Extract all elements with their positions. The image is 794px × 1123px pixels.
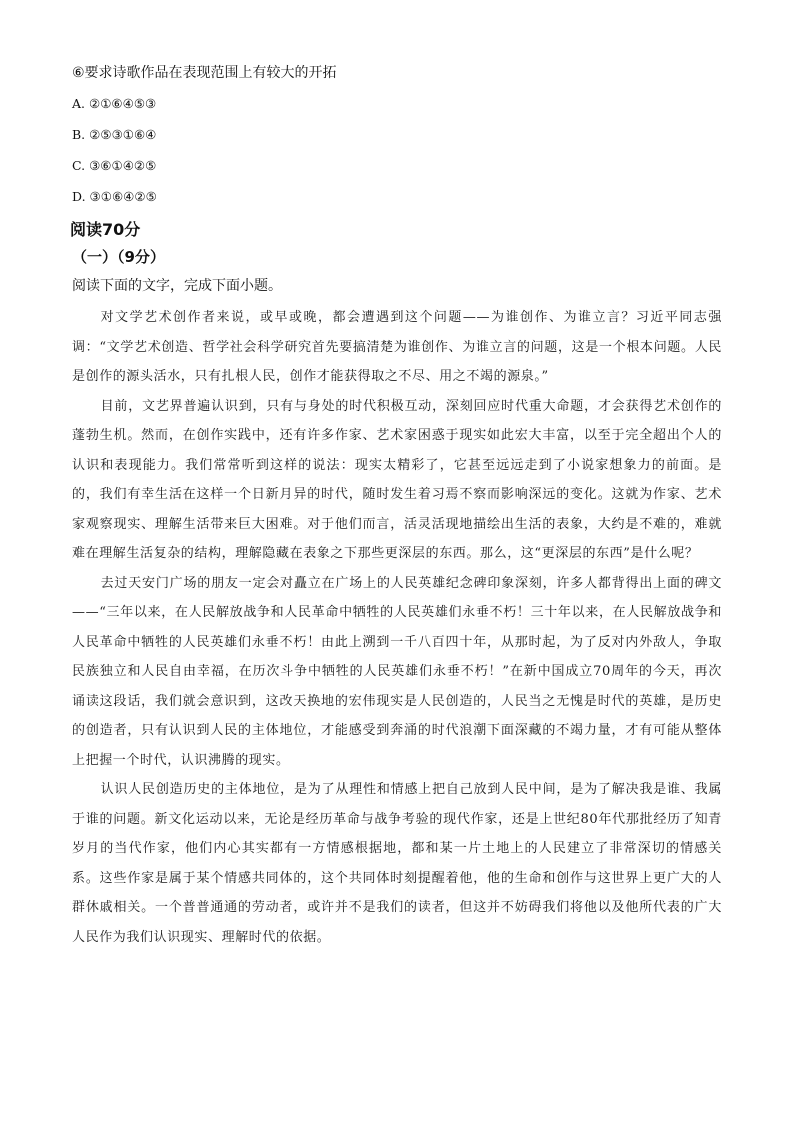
option-label: A. [72,96,86,111]
option-text: ②①⑥④⑤③ [89,96,157,111]
answer-option-d[interactable] [72,186,722,208]
passage-paragraph-3: 去过天安门广场的朋友一定会对矗立在广场上的人民英雄纪念碑印象深刻，许多人都背得出上面的碑文——“三年以来，在人民解放战争和人民革命中牺牲的人民英雄们永垂不朽！三十年以来，在人民解放战争和人民革命中牺牲的人民英雄们永垂不朽！由此上溯到一千八百四十年，从那时起，为了反对内外敌人，争取民族独立和人民自由幸福，在历次斗争中牺牲的人民英雄们永垂不朽！”在新中国成立70周年的今天，再次诵读这段话，我们就会意识到，这改天换地的宏伟现实是人民创造的，人民当之无愧是时代的英雄，是历史的创造者，只有认识到人民的主体地位，才能感受到奔涌的时代浪潮下面深藏的不竭力量，才有可能从整体上把握一个时代，认识沸腾的现实。 [72,575,722,768]
document-page [72,62,722,952]
option-label: D. [72,189,86,204]
passage-paragraph-2: 目前，文艺界普遍认识到，只有与身处的时代积极互动，深刻回应时代重大命题，才会获得艺术创作的蓬勃生机。然而，在创作实践中，还有许多作家、艺术家困惑于现实如此宏大丰富，以至于完全超出个人的认识和表现能力。我们常常听到这样的说法：现实太精彩了，它甚至远远走到了小说家想象力的前面。是的，我们有幸生活在这样一个日新月异的时代，随时发生着习焉不察而影响深远的变化。这就为作家、艺术家观察现实、理解生活带来巨大困难。对于他们而言，活灵活现地描绘出生活的表象，大约是不难的，难就难在理解生活复杂的结构，理解隐藏在表象之下那些更深层的东西。那么，这“更深层的东西”是什么呢？ [72,398,722,561]
answer-option-c[interactable] [72,155,722,177]
passage-paragraph-4: 认识人民创造历史的主体地位，是为了从理性和情感上把自己放到人民中间，是为了解决我是谁、我属于谁的问题。新文化运动以来，无论是经历革命与战争考验的现代作家，还是上世纪80年代那批经历了知青岁月的当代作家，他们内心其实都有一方情感根据地，都和某一片土地上的人民建立了非常深切的情感关系。这些作家是属于某个情感共同体的，这个共同体时刻提醒着他，他的生命和创作与这世界上更广大的人群休戚相关。一个普普通通的劳动者，或许并不是我们的读者，但这并不妨碍我们将他以及他所代表的广大人民作为我们认识现实、理解时代的依据。 [72,782,722,945]
passage-paragraph-1: 对文学艺术创作者来说，或早或晚，都会遭遇到这个问题——为谁创作、为谁立言？习近平同志强调：“文学艺术创造、哲学社会科学研究首先要搞清楚为谁创作、为谁立言的问题，这是一个根本问题。人民是创作的源头活水，只有扎根人民，创作才能获得取之不尽、用之不竭的源泉。” [72,310,722,384]
sub-section-title: （一）（9分） [72,248,165,266]
section-title: 阅读70分 [70,220,141,239]
question-option-six: ⑥要求诗歌作品在表现范围上有较大的开拓 [72,65,337,81]
option-text: ③⑥①④②⑤ [89,158,157,173]
option-text: ②⑤③①⑥④ [89,127,157,142]
answer-option-b[interactable] [72,124,722,146]
answer-option-a[interactable] [72,93,722,115]
option-text: ③①⑥④②⑤ [89,189,157,204]
option-label: C. [72,158,86,173]
reading-instruction: 阅读下面的文字，完成下面小题。 [72,278,282,294]
option-label: B. [72,127,86,142]
